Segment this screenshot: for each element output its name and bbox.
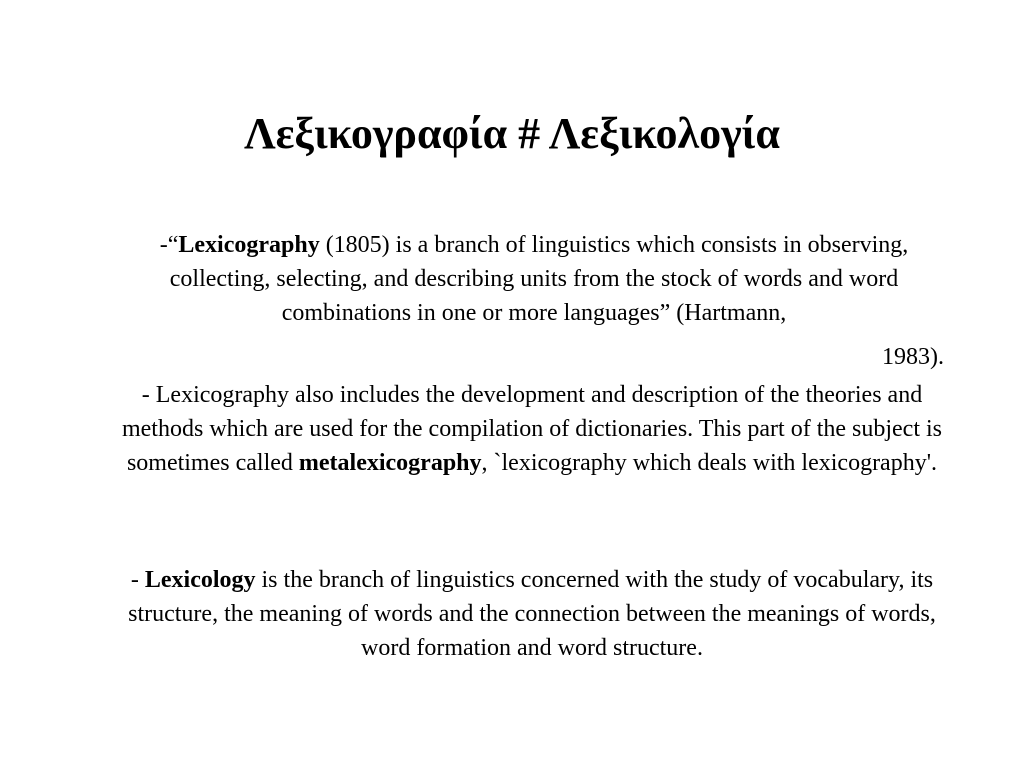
slide-title: Λεξικογραφία # Λεξικολογία — [244, 109, 780, 158]
paragraph1-prefix: -“ — [159, 232, 179, 258]
paragraph-lexicology-definition — [120, 563, 944, 665]
term-lexicology: Lexicology — [144, 567, 256, 593]
paragraph3-text: is the branch of linguistics concerned with the study of vocabulary, its structure, the meaning of words and the connection between the meanings of words, word formation and word structure. — [128, 567, 936, 661]
paragraph2-text-after: , `lexicography which deals with lexicography'. — [481, 450, 938, 476]
paragraph3-prefix: - — [130, 567, 145, 593]
paragraph-metalexicography — [120, 378, 944, 480]
paragraph2-text-before: - Lexicography also includes the development and description of the theories and methods which are used for the compilation of dictionaries. This part of the subject is sometimes called — [121, 382, 943, 476]
term-lexicography: Lexicography — [178, 232, 320, 258]
term-metalexicography: metalexicography — [298, 450, 482, 476]
paragraph-lexicography-definition — [124, 228, 944, 330]
paragraph1-text: (1805) is a branch of linguistics which consists in observing, collecting, selecting, and describing units from the stock of words and word combinations in one or more languages” (Hartmann, — [169, 232, 909, 326]
citation-year: 1983). — [882, 344, 944, 370]
